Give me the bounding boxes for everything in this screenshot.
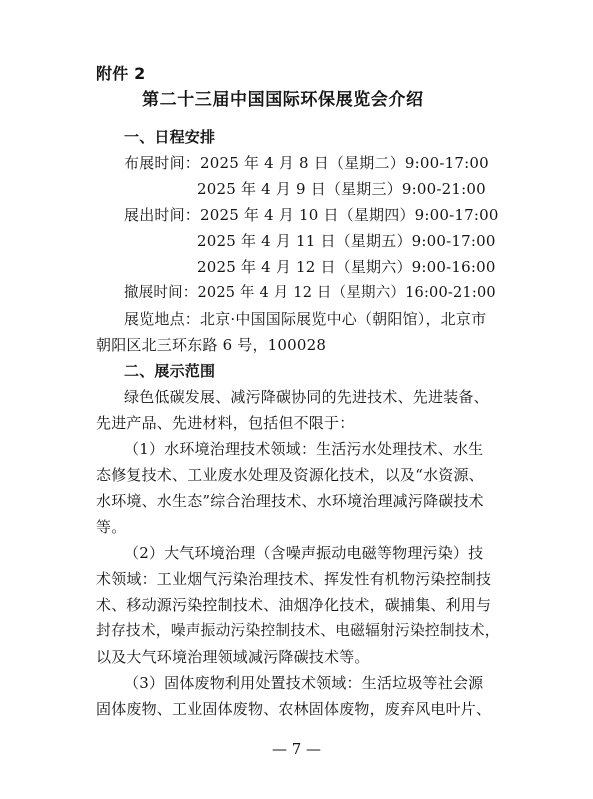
paragraph-line: 封存技术，噪声振动污染控制技术、电磁辐射污染控制技术， — [96, 622, 500, 639]
paragraph-line: 等。 — [96, 518, 127, 536]
paragraph-line: （3）固体废物利用处置技术领域：生活垃圾等社会源 — [124, 674, 484, 692]
paragraph-line: 态修复技术、工业废水处理及资源化技术，以及“水资源、 — [96, 466, 484, 484]
paragraph-line: 水环境、水生态”综合治理技术、水环境治理减污降碳技术 — [96, 492, 484, 510]
paragraph-line: 以及大气环境治理领域减污降碳技术等。 — [96, 648, 370, 666]
venue-line: 展览地点：北京·中国国际展览中心（朝阳馆），北京市 — [124, 310, 487, 328]
attachment-label: 附件 2 — [96, 64, 146, 83]
venue-line: 朝阳区北三环东路 6 号，100028 — [96, 336, 327, 354]
document-title: 第二十三届中国国际环保展览会介绍 — [142, 90, 424, 110]
paragraph-line: 固体废物、工业固体废物、农林固体废物，废弃风电叶片、 — [96, 700, 492, 718]
section-heading-schedule: 一、日程安排 — [124, 128, 216, 146]
schedule-line: 展出时间：2025 年 4 月 10 日（星期四）9:00-17:00 — [124, 206, 499, 224]
page-number: — 7 — — [271, 740, 322, 758]
schedule-line: 2025 年 4 月 9 日（星期三）9:00-21:00 — [197, 180, 486, 198]
paragraph-line: （1）水环境治理技术领域：生活污水处理技术、水生 — [124, 440, 484, 458]
section-heading-scope: 二、展示范围 — [124, 362, 216, 380]
paragraph-line: 先进产品、先进材料，包括但不限于： — [96, 414, 355, 432]
schedule-line: 2025 年 4 月 11 日（星期五）9:00-17:00 — [197, 232, 496, 250]
paragraph-line: 绿色低碳发展、减污降碳协同的先进技术、先进装备、 — [124, 388, 489, 406]
schedule-line: 2025 年 4 月 12 日（星期六）9:00-16:00 — [197, 258, 496, 276]
schedule-line: 撤展时间：2025 年 4 月 12 日（星期六）16:00-21:00 — [124, 285, 496, 301]
paragraph-line: （2）大气环境治理（含噪声振动电磁等物理污染）技 — [124, 544, 484, 562]
paragraph-line: 术领域：工业烟气污染治理技术、挥发性有机物污染控制技 — [96, 570, 492, 588]
schedule-line: 布展时间：2025 年 4 月 8 日（星期二）9:00-17:00 — [124, 154, 489, 172]
paragraph-line: 术、移动源污染控制技术、油烟净化技术，碳捕集、利用与 — [96, 596, 492, 614]
